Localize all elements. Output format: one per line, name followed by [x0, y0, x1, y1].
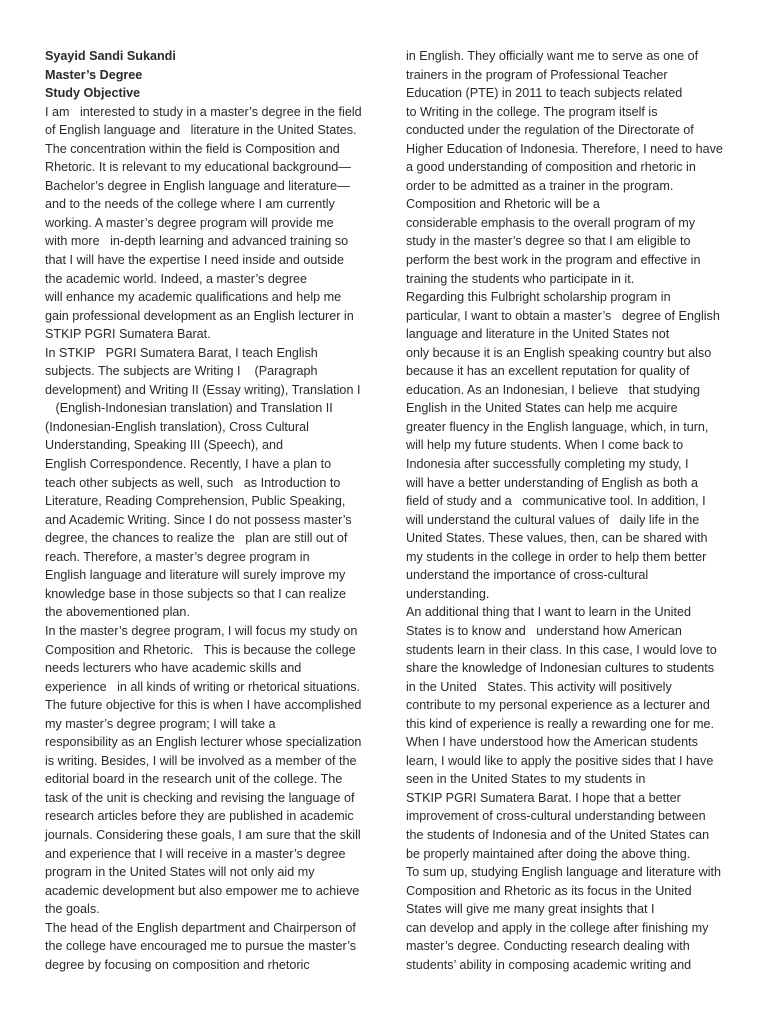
text-line: STKIP PGRI Sumatera Barat. — [45, 327, 211, 342]
left-column — [45, 47, 370, 974]
text-line: working. A master’s degree program will provide me — [45, 215, 334, 230]
right-column-text — [406, 47, 736, 974]
text-line: will help my future students. When I come back to — [406, 438, 684, 453]
text-line: Higher Education of Indonesia. Therefore, I need to have — [406, 141, 723, 156]
text-line: that I will have the expertise I need inside and outside — [45, 253, 344, 268]
text-line: in the United States. This activity will positively — [406, 679, 672, 694]
text-line: responsibility as an English lecturer whose specialization — [45, 735, 362, 750]
text-line: degree by focusing on composition and rhetoric — [45, 957, 310, 972]
text-line: English language and literature will surely improve my — [45, 568, 346, 583]
text-line: Bachelor’s degree in English language and literature— — [45, 178, 350, 193]
text-line: my master’s degree program; I will take a — [45, 716, 276, 731]
text-line: with more in-depth learning and advanced training so — [45, 234, 349, 249]
text-line: Literature, Reading Comprehension, Public Speaking, — [45, 494, 346, 509]
text-line: will enhance my academic qualifications and help me — [45, 290, 342, 305]
text-line: education. As an Indonesian, I believe that studying — [406, 382, 701, 397]
text-line: perform the best work in the program and effective in — [406, 253, 701, 268]
text-line: because it has an excellent reputation for quality of — [406, 364, 690, 379]
text-line: reach. Therefore, a master’s degree program in — [45, 549, 310, 564]
text-line: a good understanding of composition and rhetoric in — [406, 160, 696, 175]
text-line: and experience that I will receive in a master’s degree — [45, 846, 346, 861]
text-line: contribute to my personal experience as a lecturer and — [406, 698, 710, 713]
text-line: students learn in their class. In this case, I would love to — [406, 642, 717, 657]
text-line: Understanding, Speaking III (Speech), and — [45, 438, 284, 453]
text-line: to Writing in the college. The program itself is — [406, 104, 658, 119]
text-line: To sum up, studying English language and literature with — [406, 865, 722, 880]
text-line: knowledge base in those subjects so that I can realize — [45, 586, 347, 601]
text-line: The future objective for this is when I have accomplished — [45, 698, 362, 713]
text-line: the college have encouraged me to pursue the master’s — [45, 939, 357, 954]
text-line: Regarding this Fulbright scholarship program in — [406, 290, 671, 305]
text-line: needs lecturers who have academic skills and — [45, 661, 302, 676]
text-line: will have a better understanding of English as both a — [406, 475, 698, 490]
right-column — [406, 47, 736, 974]
text-line: journals. Considering these goals, I am sure that the skill — [45, 827, 361, 842]
text-line: teach other subjects as well, such as Introduction to — [45, 475, 341, 490]
text-line: will understand the cultural values of daily life in the — [406, 512, 700, 527]
text-line: In the master’s degree program, I will focus my study on — [45, 623, 358, 638]
text-line: greater fluency in the English language, which, in turn, — [406, 419, 709, 434]
text-line: The head of the English department and Chairperson of — [45, 920, 356, 935]
text-line: conducted under the regulation of the Directorate of — [406, 123, 694, 138]
text-line: United States. These values, then, can be shared with — [406, 531, 708, 546]
text-line: the academic world. Indeed, a master’s degree — [45, 271, 308, 286]
text-line: the abovementioned plan. — [45, 605, 190, 620]
text-line: academic development but also empower me to achieve — [45, 883, 360, 898]
section-heading: Study Objective — [45, 86, 141, 101]
text-line: order to be admitted as a trainer in the program. — [406, 178, 674, 193]
text-line: I am interested to study in a master’s degree in the field — [45, 104, 362, 119]
text-line: development) and Writing II (Essay writing), Translation I — [45, 382, 361, 397]
text-line: Education (PTE) in 2011 to teach subjects related — [406, 86, 683, 101]
text-line: and to the needs of the college where I am currently — [45, 197, 335, 212]
text-line: Indonesia after successfully completing my study, I — [406, 457, 689, 472]
text-line: The concentration within the field is Composition and — [45, 141, 340, 156]
text-line: improvement of cross-cultural understanding between — [406, 809, 706, 824]
text-line: the students of Indonesia and of the United States can — [406, 827, 710, 842]
text-line: STKIP PGRI Sumatera Barat. I hope that a better — [406, 790, 681, 805]
text-line: my students in the college in order to help them better — [406, 549, 707, 564]
text-line: States is to know and understand how American — [406, 623, 682, 638]
text-line: can develop and apply in the college after finishing my — [406, 920, 709, 935]
text-line: considerable emphasis to the overall program of my — [406, 215, 696, 230]
text-line: master’s degree. Conducting research dealing with — [406, 939, 690, 954]
text-line: Rhetoric. It is relevant to my educational background— — [45, 160, 351, 175]
text-line: degree, the chances to realize the plan are still out of — [45, 531, 348, 546]
left-column-text — [45, 103, 370, 975]
text-line: the goals. — [45, 902, 100, 917]
text-line: language and literature in the United States not — [406, 327, 670, 342]
text-line: (English-Indonesian translation) and Translation II — [45, 401, 333, 416]
text-line: An additional thing that I want to learn in the United — [406, 605, 691, 620]
text-line: Composition and Rhetoric will be a — [406, 197, 600, 212]
text-line: is writing. Besides, I will be involved as a member of the — [45, 753, 357, 768]
text-line: States will give me many great insights that I — [406, 902, 655, 917]
text-line: students’ ability in composing academic writing and — [406, 957, 692, 972]
text-line: subjects. The subjects are Writing I (Paragraph — [45, 364, 318, 379]
text-line: understand the importance of cross-cultural — [406, 568, 649, 583]
degree-heading: Master’s Degree — [45, 67, 143, 82]
text-line: In STKIP PGRI Sumatera Barat, I teach English — [45, 345, 318, 360]
text-line: seen in the United States to my students in — [406, 772, 646, 787]
text-line: and Academic Writing. Since I do not possess master’s — [45, 512, 352, 527]
text-line: trainers in the program of Professional Teacher — [406, 67, 668, 82]
text-line: task of the unit is checking and revising the language of — [45, 790, 355, 805]
text-line: particular, I want to obtain a master’s degree of English — [406, 308, 720, 323]
text-line: program in the United States will not only aid my — [45, 865, 315, 880]
text-line: experience in all kinds of writing or rhetorical situations. — [45, 679, 360, 694]
text-line: only because it is an English speaking country but also — [406, 345, 712, 360]
text-line: field of study and a communicative tool. In addition, I — [406, 494, 706, 509]
text-line: (Indonesian-English translation), Cross Cultural — [45, 419, 309, 434]
text-line: When I have understood how the American students — [406, 735, 698, 750]
text-line: Composition and Rhetoric as its focus in the United — [406, 883, 692, 898]
text-line: study in the master’s degree so that I am eligible to — [406, 234, 691, 249]
text-line: training the students who participate in it. — [406, 271, 635, 286]
text-line: research articles before they are published in academic — [45, 809, 354, 824]
text-line: be properly maintained after doing the above thing. — [406, 846, 691, 861]
text-line: in English. They officially want me to serve as one of — [406, 49, 699, 63]
text-line: editorial board in the research unit of the college. The — [45, 772, 343, 787]
text-line: this kind of experience is really a rewarding one for me. — [406, 716, 714, 731]
text-line: learn, I would like to apply the positive sides that I have — [406, 753, 714, 768]
text-line: share the knowledge of Indonesian cultures to students — [406, 661, 715, 676]
text-line: of English language and literature in the United States. — [45, 123, 357, 138]
author-name: Syayid Sandi Sukandi — [45, 49, 176, 63]
text-line: gain professional development as an English lecturer in — [45, 308, 354, 323]
text-line: understanding. — [406, 586, 490, 601]
text-line: Composition and Rhetoric. This is because the college — [45, 642, 356, 657]
text-line: English in the United States can help me acquire — [406, 401, 678, 416]
text-line: English Correspondence. Recently, I have a plan to — [45, 457, 332, 472]
